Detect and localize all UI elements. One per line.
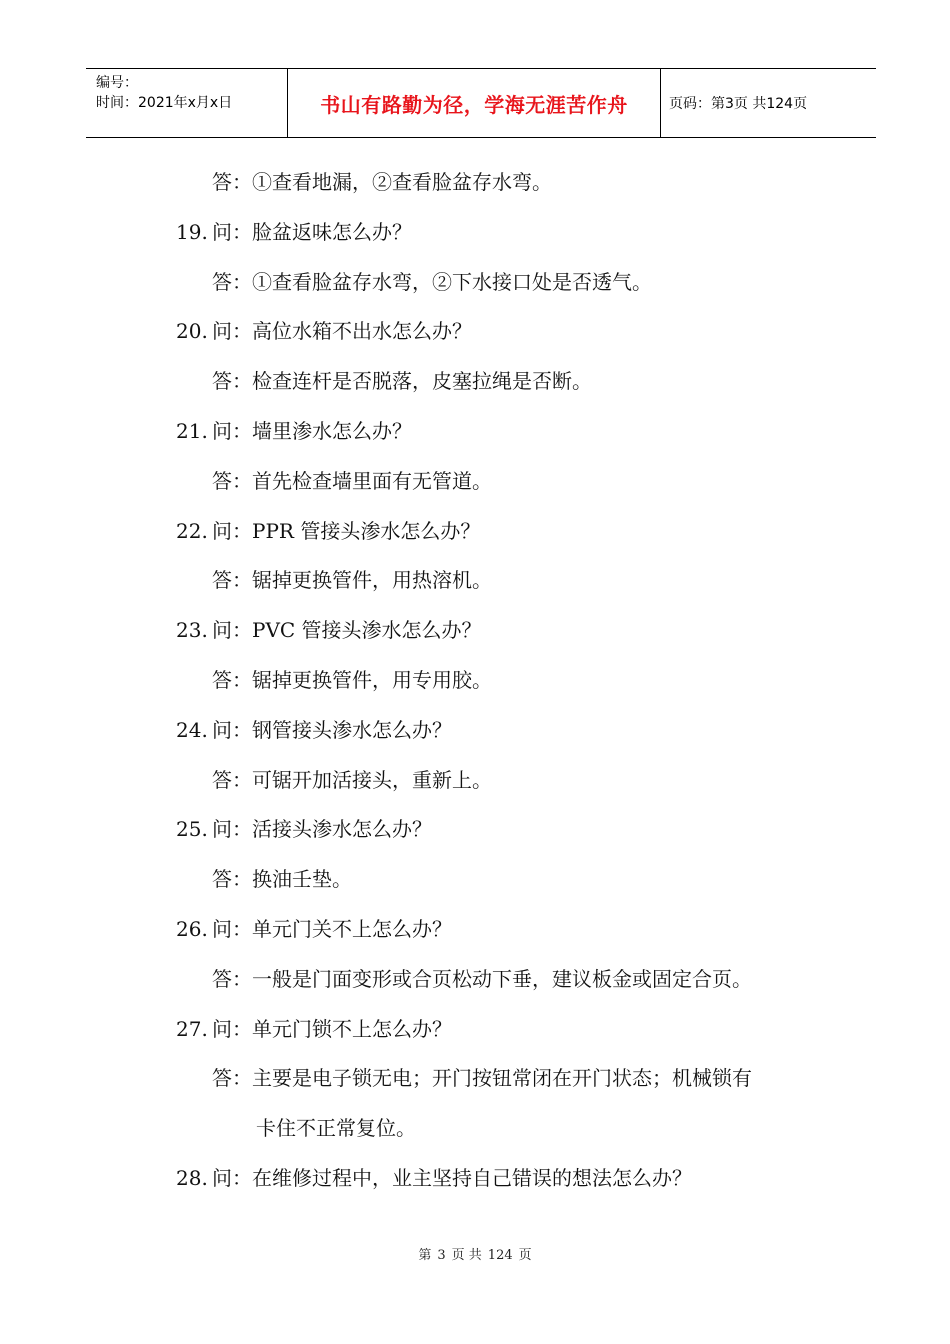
question-number: 24. (176, 718, 208, 742)
question-text: 脸盆返味怎么办？ (252, 220, 412, 244)
answer-line (212, 268, 652, 296)
answer-prefix: 答： (212, 768, 252, 792)
question-line (176, 1164, 692, 1192)
question-line (176, 616, 482, 644)
answer-prefix: 答： (212, 1066, 252, 1090)
answer-text: 锯掉更换管件，用专用胶。 (252, 668, 492, 692)
answer-line (212, 1064, 752, 1092)
question-prefix: 问： (212, 1017, 252, 1041)
answer-text: ①查看地漏，②查看脸盆存水弯。 (252, 170, 552, 194)
header-motto: 书山有路勤为径，学海无涯苦作舟 (287, 69, 661, 137)
answer-line (212, 666, 492, 694)
footer-suffix: 页 (518, 1248, 532, 1263)
question-number: 28. (176, 1166, 208, 1190)
page-header (86, 68, 876, 138)
question-line (176, 417, 412, 445)
time-label: 时间：2021年x月x日 (96, 95, 233, 111)
question-text: 钢管接头渗水怎么办？ (252, 718, 452, 742)
answer-prefix: 答： (212, 369, 252, 393)
answer-text: ①查看脸盆存水弯，②下水接口处是否透气。 (252, 270, 652, 294)
question-prefix: 问： (212, 519, 252, 543)
answer-prefix: 答： (212, 568, 252, 592)
footer-mid: 页 共 (451, 1248, 482, 1263)
question-number: 27. (176, 1017, 208, 1041)
code-label: 编号： (96, 75, 138, 91)
question-number: 19. (176, 220, 208, 244)
answer-prefix: 答： (212, 668, 252, 692)
header-page-info: 页码：第3页 共124页 (669, 96, 808, 112)
question-number: 23. (176, 618, 208, 642)
footer-prefix: 第 (418, 1248, 432, 1263)
answer-text: 卡住不正常复位。 (256, 1116, 416, 1140)
question-number: 21. (176, 419, 208, 443)
question-number: 25. (176, 817, 208, 841)
page-footer (0, 1244, 950, 1263)
answer-text: 一般是门面变形或合页松动下垂，建议板金或固定合页。 (252, 967, 752, 991)
question-line (176, 218, 412, 246)
question-line (176, 915, 452, 943)
question-prefix: 问： (212, 817, 252, 841)
answer-prefix: 答： (212, 867, 252, 891)
question-prefix: 问： (212, 220, 252, 244)
answer-line (212, 168, 552, 196)
question-line (176, 815, 432, 843)
answer-text: 检查连杆是否脱落，皮塞拉绳是否断。 (252, 369, 592, 393)
answer-line (212, 766, 492, 794)
answer-continuation-line (256, 1114, 416, 1142)
question-number: 20. (176, 319, 208, 343)
question-text: 活接头渗水怎么办？ (252, 817, 432, 841)
question-prefix: 问： (212, 419, 252, 443)
answer-text: 锯掉更换管件，用热溶机。 (252, 568, 492, 592)
answer-text: 换油壬垫。 (252, 867, 352, 891)
footer-total-pages: 124 (487, 1248, 513, 1263)
answer-line (212, 566, 492, 594)
question-line (176, 517, 480, 545)
answer-prefix: 答： (212, 967, 252, 991)
question-prefix: 问： (212, 319, 252, 343)
question-prefix: 问： (212, 917, 252, 941)
question-text: PPR 管接头渗水怎么办？ (252, 519, 481, 543)
question-line (176, 1015, 452, 1043)
question-text: PVC 管接头渗水怎么办？ (252, 618, 482, 642)
answer-text: 可锯开加活接头，重新上。 (252, 768, 492, 792)
footer-page-number: 3 (437, 1248, 446, 1263)
answer-text: 首先检查墙里面有无管道。 (252, 469, 492, 493)
answer-line (212, 367, 592, 395)
header-meta (86, 69, 287, 137)
answer-line (212, 865, 352, 893)
answer-prefix: 答： (212, 170, 252, 194)
answer-prefix: 答： (212, 270, 252, 294)
question-prefix: 问： (212, 618, 252, 642)
question-prefix: 问： (212, 1166, 252, 1190)
answer-prefix: 答： (212, 469, 252, 493)
question-line (176, 317, 472, 345)
question-line (176, 716, 452, 744)
question-prefix: 问： (212, 718, 252, 742)
question-number: 26. (176, 917, 208, 941)
question-text: 在维修过程中，业主坚持自己错误的想法怎么办？ (252, 1166, 692, 1190)
answer-line (212, 965, 752, 993)
question-number: 22. (176, 519, 208, 543)
answer-line (212, 467, 492, 495)
question-text: 单元门锁不上怎么办？ (252, 1017, 452, 1041)
question-text: 墙里渗水怎么办？ (252, 419, 412, 443)
answer-text: 主要是电子锁无电；开门按钮常闭在开门状态；机械锁有 (252, 1066, 752, 1090)
question-text: 单元门关不上怎么办？ (252, 917, 452, 941)
question-text: 高位水箱不出水怎么办？ (252, 319, 472, 343)
